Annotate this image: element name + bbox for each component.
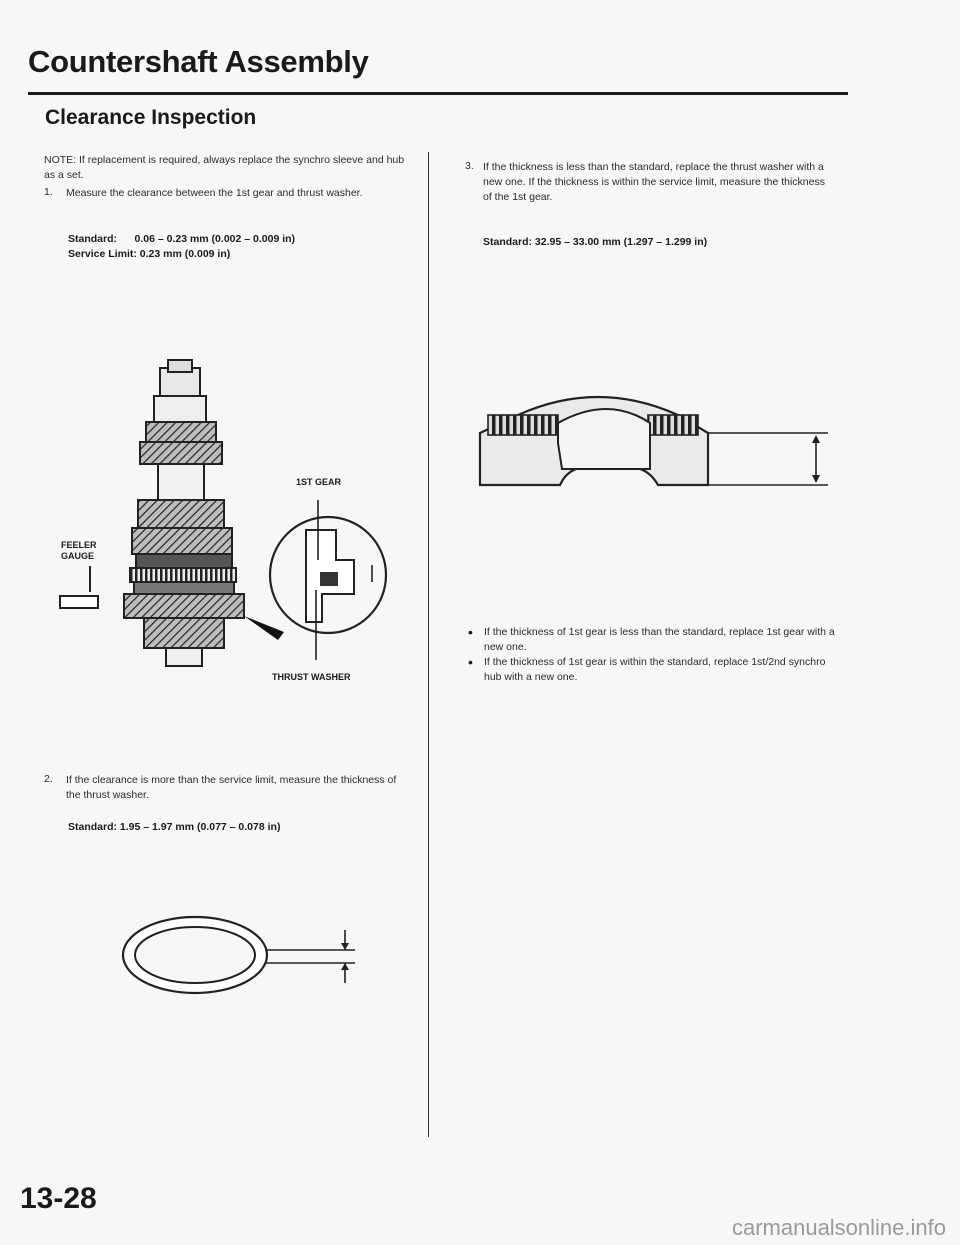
step-3-number: 3. (465, 160, 474, 172)
label-thrust-washer: THRUST WASHER (272, 672, 351, 682)
step-1-number: 1. (44, 186, 53, 198)
bullet-item: • If the thickness of 1st gear is within the standard, replace 1st/2nd synchro hub with a new one. (466, 655, 838, 685)
page-number: 13-28 (20, 1182, 97, 1215)
column-divider (428, 152, 429, 1137)
label-feeler-line1: FEELER (61, 540, 97, 550)
step-1-spec-service: Service Limit: 0.23 mm (0.009 in) (68, 248, 231, 260)
step-3-spec-standard: Standard: 32.95 – 33.00 mm (1.297 – 1.299 in) (483, 236, 708, 248)
page-title: Countershaft Assembly (28, 44, 369, 79)
step-2-text: If the clearance is more than the service limit, measure the thickness of the thrust washer. (66, 774, 397, 801)
watermark-text: carmanualsonline.info (731, 1215, 946, 1240)
note-text: NOTE: If replacement is required, always replace the synchro sleeve and hub as a set. (44, 154, 405, 181)
label-feeler-line2: GAUGE (61, 551, 95, 561)
label-1st-gear: 1ST GEAR (296, 477, 342, 487)
title-rule (28, 92, 848, 95)
step-2-spec-standard: Standard: 1.95 – 1.97 mm (0.077 – 0.078 in) (68, 821, 281, 833)
section-title: Clearance Inspection (45, 106, 257, 129)
step-1-text: Measure the clearance between the 1st gear and thrust washer. (66, 187, 363, 199)
thrust-washer-illustration (120, 905, 380, 1005)
step-2-number: 2. (44, 773, 53, 785)
countershaft-illustration (110, 360, 410, 700)
step-1-spec-standard: Standard: 0.06 – 0.23 mm (0.002 – 0.009 in) (68, 233, 296, 245)
bullet-item: • If the thickness of 1st gear is less than the standard, replace 1st gear with a new one. (466, 625, 838, 655)
step-3-text: If the thickness is less than the standard, replace the thrust washer with a new one. If the thickness is within the service limit, measure the thickness of the 1st gear. (483, 161, 825, 203)
first-gear-illustration (478, 385, 838, 495)
bullet-list (466, 625, 838, 685)
